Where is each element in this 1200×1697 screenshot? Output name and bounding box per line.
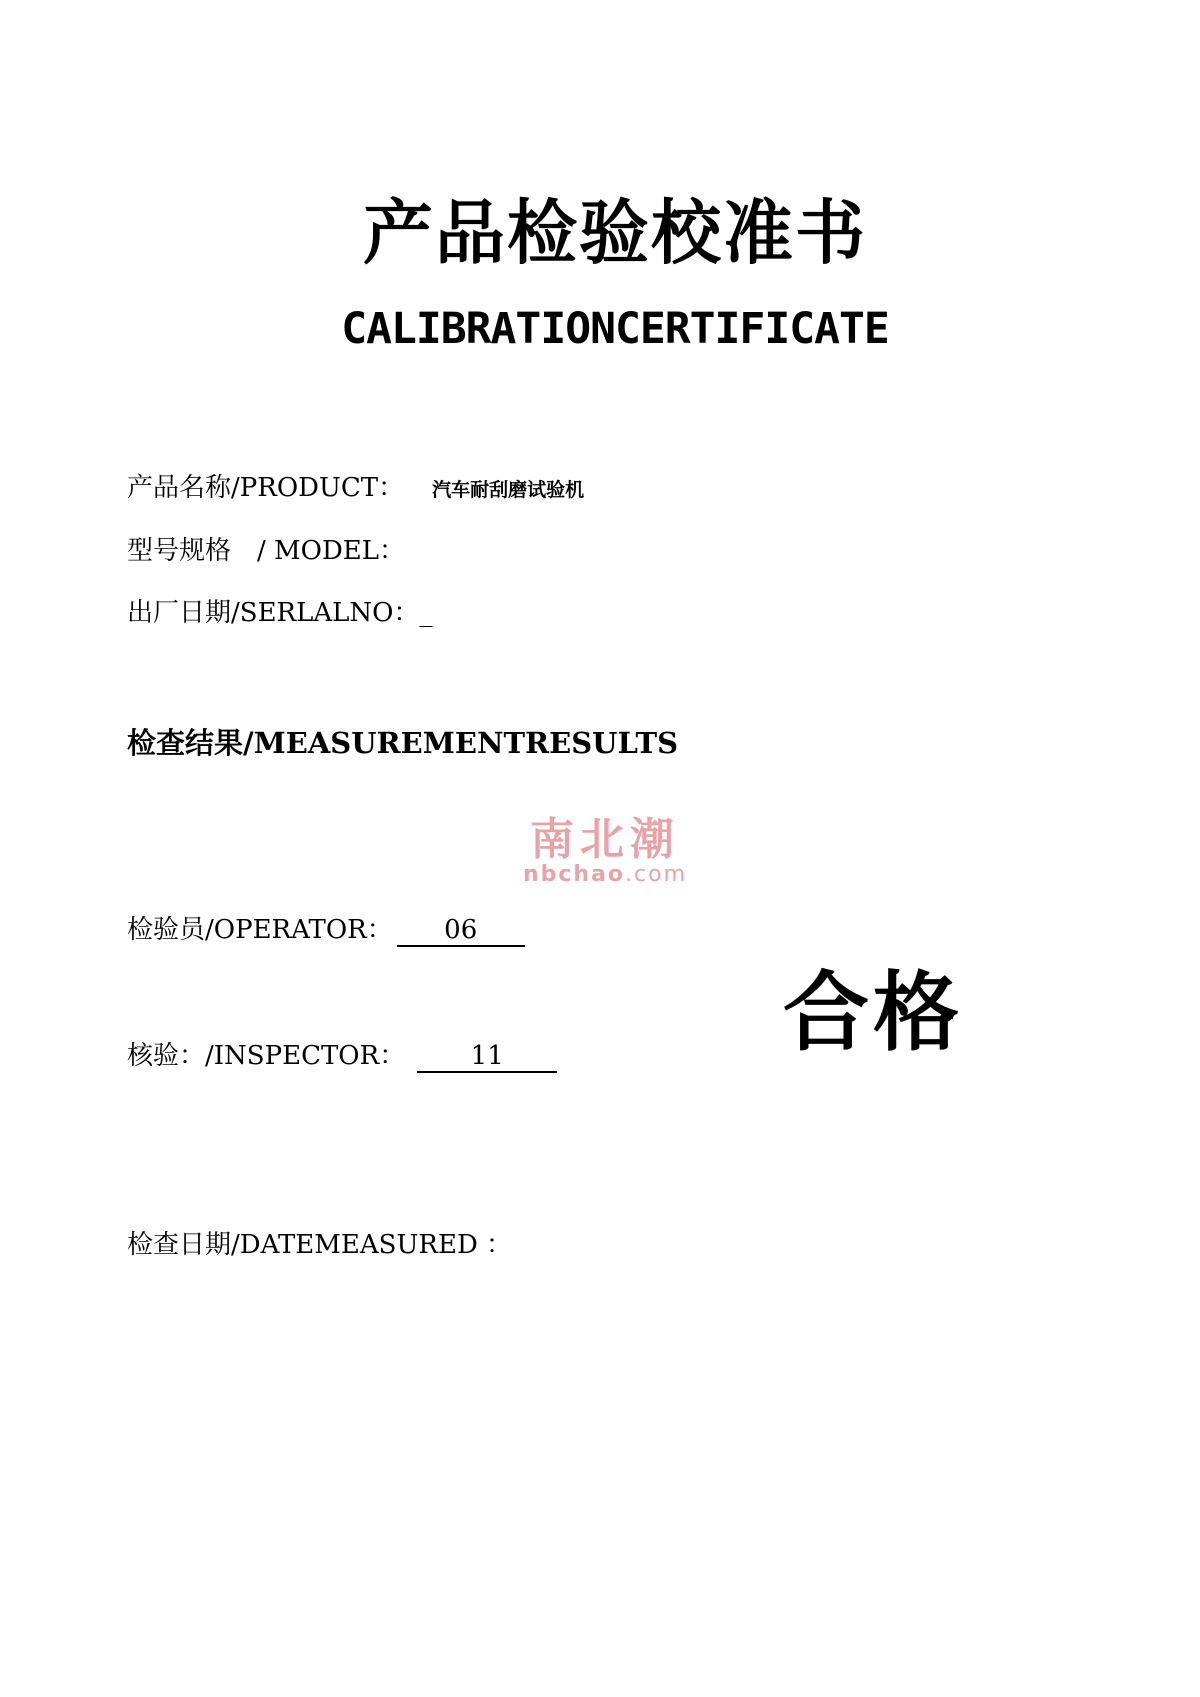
serial-label: 出厂日期/SERLALNO： xyxy=(127,598,420,628)
serial-value: _ xyxy=(419,598,433,628)
inspector-value: 11 xyxy=(417,1043,557,1073)
product-label: 产品名称/PRODUCT： xyxy=(127,473,405,503)
model-label: 型号规格 / MODEL： xyxy=(127,536,406,566)
site-watermark xyxy=(520,814,690,887)
watermark-domain: nbchao.com xyxy=(522,862,688,887)
document-title-chinese: 产品检验校准书 xyxy=(363,192,867,274)
inspector-row xyxy=(127,1043,557,1073)
product-row xyxy=(127,475,584,501)
watermark-logo-text: 南北潮 xyxy=(530,814,680,865)
model-row xyxy=(127,538,405,564)
results-heading: 检查结果/MEASUREMENTRESULTS xyxy=(127,726,679,760)
date-label: 检查日期/DATEMEASURED ： xyxy=(127,1230,513,1260)
pass-stamp: 合格 xyxy=(783,963,963,1063)
inspector-label: 核验：/INSPECTOR： xyxy=(127,1041,406,1071)
date-row xyxy=(127,1232,512,1258)
operator-row xyxy=(127,917,525,947)
operator-label: 检验员/OPERATOR： xyxy=(127,915,393,945)
serial-row xyxy=(127,600,433,626)
operator-value: 06 xyxy=(397,917,525,947)
document-title-english: CALIBRATIONCERTIFICATE xyxy=(341,304,889,354)
product-value: 汽车耐刮磨试验机 xyxy=(432,479,585,501)
